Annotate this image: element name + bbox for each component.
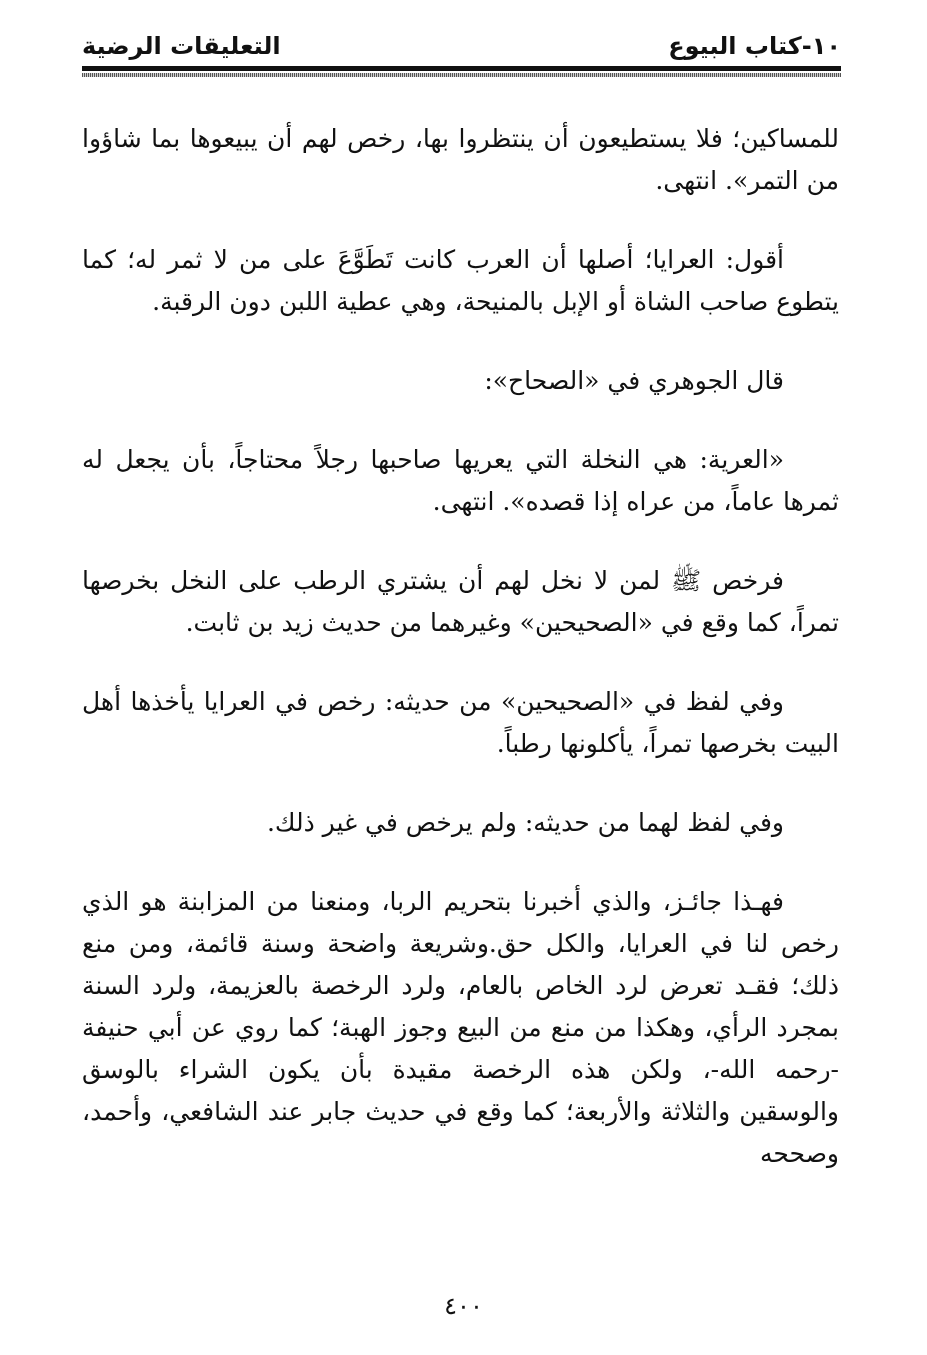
- paragraph: للمساكين؛ فلا يستطيعون أن ينتظروا بها، رخص لهم أن يبيعوها بما شاؤوا من التمر». انتهى.: [82, 124, 839, 195]
- book-title: التعليقات الرضية: [82, 32, 281, 60]
- header-rule: [82, 66, 841, 71]
- running-header: [82, 28, 841, 68]
- page-number: ٤٠٠: [444, 1292, 483, 1320]
- header-rule-dotted: [82, 73, 841, 77]
- paragraph: «العرية: هي النخلة التي يعريها صاحبها رجلاً محتاجاً، بأن يجعل له ثمرها عاماً، من عراه إذا قصده». انتهى.: [82, 445, 839, 516]
- paragraph: وفي لفظ في «الصحيحين» من حديثه: رخص في العرايا يأخذها أهل البيت بخرصها تمراً، يأكلونها رطباً.: [82, 687, 839, 758]
- paragraph: قال الجوهري في «الصحاح»:: [484, 366, 784, 395]
- paragraph: فرخص ﷺ لمن لا نخل لهم أن يشتري الرطب على النخل بخرصها تمراً، كما وقع في «الصحيحين» وغيرهما من حديث زيد بن ثابت.: [82, 566, 839, 637]
- paragraph: أقول: العرايا؛ أصلها أن العرب كانت تَطَوَّعَ على من لا ثمر له؛ كما يتطوع صاحب الشاة أو الإبل بالمنيحة، وهي عطية اللبن دون الرقبة.: [82, 245, 839, 316]
- paragraph: وفي لفظ لهما من حديثه: ولم يرخص في غير ذلك.: [266, 808, 784, 837]
- paragraph: فهـذا جائـز، والذي أخبرنا بتحريم الربا، ومنعنا من المزابنة هو الذي رخص لنا في العرايا، والكل حق.وشريعة واضحة وسنة قائمة، ومن منع ذلك؛ فقـد تعرض لرد الخاص بالعام، ولرد الرخصة بالعزيمة، ولرد السنة بمجرد الرأي، وهكذا من منع من البيع وجوز الهبة؛ كما روي عن أبي حنيفة -رحمه الله-، ولكن هذه الرخصة مقيدة بأن يكون الشراء بالوسق والوسقين والثلاثة والأربعة؛ كما وقع في حديث جابر عند الشافعي، وأحمد، وصححه: [82, 887, 839, 1168]
- body-text: [82, 118, 839, 1212]
- chapter-title: ١٠-كتاب البيوع: [668, 32, 841, 60]
